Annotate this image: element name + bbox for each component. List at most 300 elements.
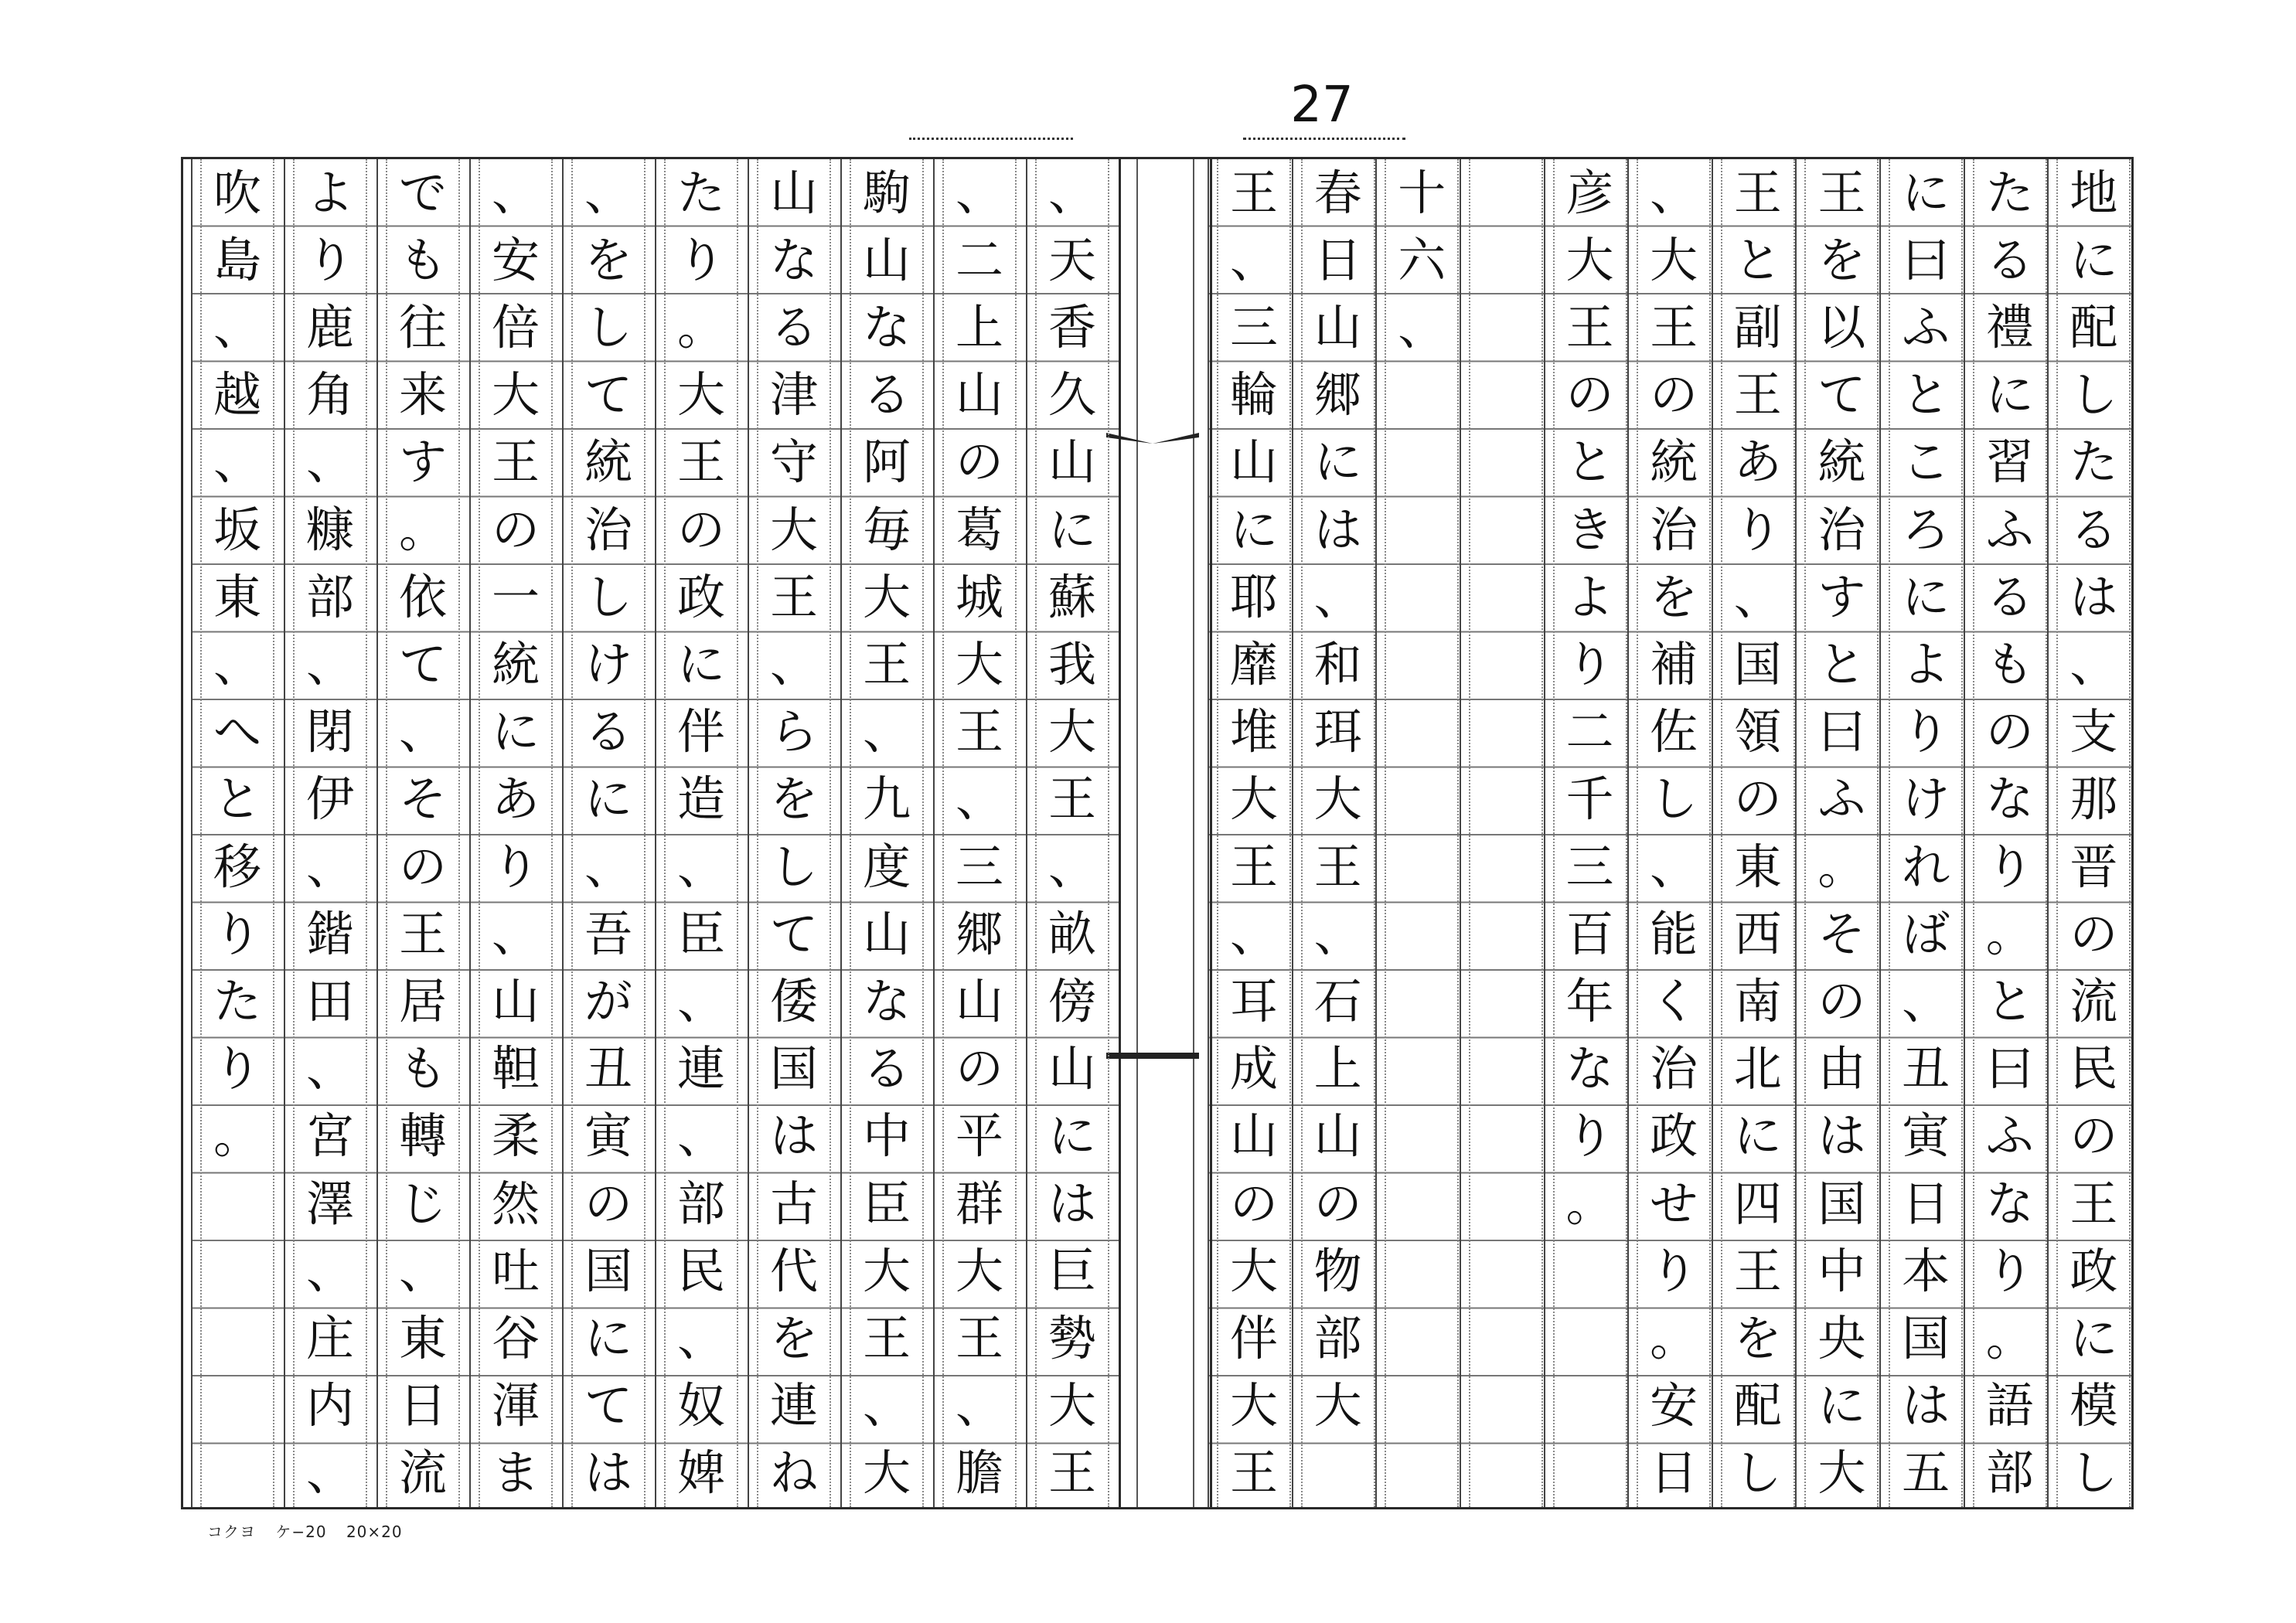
grid-cell: し xyxy=(2069,1444,2118,1502)
grid-cell: 山 xyxy=(1229,434,1278,491)
grid-cell: 山 xyxy=(1048,1040,1096,1097)
grid-cell: に xyxy=(1313,434,1362,491)
grid-cell: 三 xyxy=(1229,299,1278,356)
grid-cell: 安 xyxy=(1650,1377,1698,1434)
grid-cell: 王 xyxy=(1565,299,1614,356)
grid-cell: 山 xyxy=(862,905,911,962)
grid-cell xyxy=(1555,1305,1626,1372)
grid-cell: に xyxy=(1048,501,1096,558)
grid-cell: 六 xyxy=(1398,231,1446,288)
grid-cell: 城 xyxy=(955,568,1003,625)
grid-cell: 王 xyxy=(1313,838,1362,895)
grid-cell xyxy=(1470,294,1541,361)
grid-cell: を xyxy=(1650,568,1698,625)
grid-cell: 伴 xyxy=(676,703,725,760)
grid-cell: じ xyxy=(398,1175,447,1232)
grid-cell xyxy=(1470,1103,1541,1170)
grid-cell: 二 xyxy=(955,231,1003,288)
grid-cell: 巨 xyxy=(1048,1242,1096,1299)
grid-cell: た xyxy=(2069,434,2118,491)
grid-cell: 上 xyxy=(955,299,1003,356)
grid-cell: 副 xyxy=(1733,299,1782,356)
grid-cell: 傍 xyxy=(1048,973,1096,1030)
grid-cell: 、 xyxy=(1313,905,1362,962)
grid-cell: 毎 xyxy=(862,501,911,558)
grid-cell xyxy=(1470,362,1541,429)
grid-cell: 堆 xyxy=(1229,703,1278,760)
grid-cell: 晋 xyxy=(2069,838,2118,895)
grid-cell: 膽 xyxy=(955,1444,1003,1502)
grid-cell: 大 xyxy=(862,1444,911,1502)
grid-cell: り xyxy=(491,838,540,895)
right-column-7 xyxy=(1544,159,1628,1507)
grid-cell: 王 xyxy=(1733,1242,1782,1299)
grid-cell: 、 xyxy=(305,838,354,895)
grid-cell: 山 xyxy=(955,366,1003,424)
header-dotted-line-center xyxy=(1243,138,1405,140)
grid-cell: 王 xyxy=(955,1310,1003,1367)
grid-cell: 靼 xyxy=(491,1040,540,1097)
grid-cell: 倭 xyxy=(769,973,818,1030)
grid-cell: は xyxy=(584,1444,632,1502)
grid-cell: 、 xyxy=(584,164,632,221)
grid-cell: よ xyxy=(1902,636,1950,693)
grid-cell xyxy=(1470,1305,1541,1372)
grid-cell: 山 xyxy=(1048,434,1096,491)
grid-cell: け xyxy=(1902,771,1950,828)
grid-cell: 連 xyxy=(676,1040,725,1097)
grid-cell xyxy=(1386,1170,1457,1237)
grid-cell: せ xyxy=(1650,1175,1698,1232)
grid-cell xyxy=(1555,1237,1626,1305)
grid-cell: と xyxy=(1817,636,1866,693)
grid-cell: 王 xyxy=(862,636,911,693)
grid-cell: 南 xyxy=(1733,973,1782,1030)
grid-cell xyxy=(1386,968,1457,1035)
grid-cell: 一 xyxy=(491,568,540,625)
grid-cell: 東 xyxy=(1733,838,1782,895)
left-column-3 xyxy=(840,159,933,1507)
grid-cell: 王 xyxy=(491,434,540,491)
grid-cell: あ xyxy=(491,771,540,828)
grid-cell: 、 xyxy=(676,1310,725,1367)
left-column-10 xyxy=(191,159,284,1507)
grid-cell xyxy=(1386,1440,1457,1507)
grid-cell: な xyxy=(1565,1040,1614,1097)
grid-cell: 吹 xyxy=(213,164,261,221)
grid-cell: 寅 xyxy=(1902,1108,1950,1165)
grid-cell: 東 xyxy=(398,1310,447,1367)
grid-cell: り xyxy=(1985,838,2034,895)
grid-cell: 連 xyxy=(769,1377,818,1434)
grid-cell: て xyxy=(398,636,447,693)
grid-cell: て xyxy=(584,366,632,424)
grid-cell: 部 xyxy=(1313,1310,1362,1367)
grid-cell: る xyxy=(584,703,632,760)
grid-cell: 中 xyxy=(862,1108,911,1165)
grid-cell xyxy=(1555,1373,1626,1440)
grid-cell: 蘇 xyxy=(1048,568,1096,625)
grid-cell: 国 xyxy=(1817,1175,1866,1232)
grid-cell: 配 xyxy=(2069,299,2118,356)
grid-cell: の xyxy=(955,434,1003,491)
grid-cell: 糠 xyxy=(305,501,354,558)
grid-cell xyxy=(1386,833,1457,900)
grid-cell: も xyxy=(398,1040,447,1097)
grid-cell: 王 xyxy=(769,568,818,625)
grid-cell: 千 xyxy=(1565,771,1614,828)
grid-cell: も xyxy=(398,231,447,288)
grid-cell: り xyxy=(305,231,354,288)
grid-cell: る xyxy=(862,366,911,424)
grid-cell xyxy=(1386,563,1457,631)
grid-cell: 、 xyxy=(491,164,540,221)
grid-cell: な xyxy=(862,299,911,356)
grid-cell: 補 xyxy=(1650,636,1698,693)
grid-cell: 大 xyxy=(862,1242,911,1299)
grid-cell: 渾 xyxy=(491,1377,540,1434)
grid-cell: れ xyxy=(1902,838,1950,895)
grid-cell xyxy=(202,1170,273,1237)
grid-cell xyxy=(1470,226,1541,294)
grid-cell: ろ xyxy=(1902,501,1950,558)
grid-cell: 、 xyxy=(305,1444,354,1502)
grid-cell: 大 xyxy=(1565,231,1614,288)
grid-cell xyxy=(1470,496,1541,563)
grid-cell: の xyxy=(1565,366,1614,424)
grid-cell: 那 xyxy=(2069,771,2118,828)
grid-cell: 山 xyxy=(769,164,818,221)
grid-cell: な xyxy=(1985,771,2034,828)
grid-cell: 大 xyxy=(1229,771,1278,828)
grid-cell xyxy=(1386,1373,1457,1440)
left-column-2 xyxy=(933,159,1026,1507)
grid-cell: 我 xyxy=(1048,636,1096,693)
grid-cell: を xyxy=(1817,231,1866,288)
grid-cell: 、 xyxy=(213,299,261,356)
grid-cell: 以 xyxy=(1817,299,1866,356)
grid-cell: 閉 xyxy=(305,703,354,760)
grid-cell: 造 xyxy=(676,771,725,828)
grid-cell: 中 xyxy=(1817,1242,1866,1299)
grid-cell xyxy=(1470,631,1541,698)
grid-cell: 流 xyxy=(2069,973,2118,1030)
right-column-4 xyxy=(1795,159,1879,1507)
grid-cell: 葛 xyxy=(955,501,1003,558)
grid-cell: 、 xyxy=(955,1377,1003,1434)
grid-cell: 統 xyxy=(584,434,632,491)
grid-cell xyxy=(1470,766,1541,833)
grid-cell: 山 xyxy=(1229,1108,1278,1165)
grid-cell: 国 xyxy=(769,1040,818,1097)
grid-cell: し xyxy=(1733,1444,1782,1502)
grid-cell: の xyxy=(676,501,725,558)
grid-cell: に xyxy=(1902,568,1950,625)
grid-cell: 、 xyxy=(2069,636,2118,693)
grid-cell: な xyxy=(862,973,911,1030)
grid-cell: は xyxy=(1817,1108,1866,1165)
grid-cell: 国 xyxy=(1902,1310,1950,1367)
grid-cell: 、 xyxy=(676,1108,725,1165)
grid-cell: へ xyxy=(213,703,261,760)
grid-cell: 内 xyxy=(305,1377,354,1434)
grid-cell: を xyxy=(769,1310,818,1367)
right-column-9 xyxy=(1375,159,1460,1507)
grid-cell: 、 xyxy=(955,771,1003,828)
grid-cell: 。 xyxy=(1817,838,1866,895)
grid-cell: 、 xyxy=(305,434,354,491)
grid-cell: は xyxy=(1902,1377,1950,1434)
grid-cell: 大 xyxy=(955,636,1003,693)
grid-cell: 臣 xyxy=(862,1175,911,1232)
grid-cell xyxy=(202,1237,273,1305)
grid-cell xyxy=(1386,1036,1457,1103)
page-number: 27 xyxy=(1290,77,1354,134)
grid-cell: 王 xyxy=(398,905,447,962)
grid-cell: 轉 xyxy=(398,1108,447,1165)
grid-cell: 民 xyxy=(2069,1040,2118,1097)
grid-cell: 越 xyxy=(213,366,261,424)
grid-cell: 坂 xyxy=(213,501,261,558)
grid-cell: に xyxy=(1817,1377,1866,1434)
grid-cell: の xyxy=(1313,1175,1362,1232)
grid-cell: り xyxy=(1733,501,1782,558)
grid-cell xyxy=(1470,1237,1541,1305)
grid-cell: と xyxy=(1902,366,1950,424)
grid-cell: 配 xyxy=(1733,1377,1782,1434)
grid-cell: 王 xyxy=(1733,164,1782,221)
grid-cell: 平 xyxy=(955,1108,1003,1165)
grid-cell: り xyxy=(676,231,725,288)
grid-cell: ふ xyxy=(1985,501,2034,558)
grid-cell xyxy=(1470,159,1541,226)
grid-cell: 禮 xyxy=(1985,299,2034,356)
grid-cell: 臣 xyxy=(676,905,725,962)
right-column-1 xyxy=(2047,159,2131,1507)
grid-cell: よ xyxy=(305,164,354,221)
grid-cell: は xyxy=(1313,501,1362,558)
grid-cell: 政 xyxy=(2069,1242,2118,1299)
grid-cell xyxy=(1470,699,1541,766)
manuscript-sheet xyxy=(181,157,2134,1509)
grid-cell: ね xyxy=(769,1444,818,1502)
grid-cell: 大 xyxy=(1313,1377,1362,1434)
grid-cell: 政 xyxy=(1650,1108,1698,1165)
grid-cell xyxy=(1386,1103,1457,1170)
grid-cell: ら xyxy=(769,703,818,760)
grid-cell: 倍 xyxy=(491,299,540,356)
grid-cell: を xyxy=(584,231,632,288)
grid-cell: り xyxy=(1985,1242,2034,1299)
grid-cell: き xyxy=(1565,501,1614,558)
grid-cell: 王 xyxy=(1817,164,1866,221)
grid-cell: 治 xyxy=(1650,1040,1698,1097)
grid-cell xyxy=(1470,563,1541,631)
grid-cell: 郷 xyxy=(1313,366,1362,424)
grid-cell: る xyxy=(1985,231,2034,288)
grid-cell: 大 xyxy=(676,366,725,424)
grid-cell: 山 xyxy=(862,231,911,288)
right-column-3 xyxy=(1879,159,1964,1507)
grid-cell: く xyxy=(1650,973,1698,1030)
grid-cell: 、 xyxy=(398,703,447,760)
grid-cell: 、 xyxy=(1048,838,1096,895)
grid-cell: る xyxy=(862,1040,911,1097)
grid-cell: こ xyxy=(1902,434,1950,491)
grid-cell: し xyxy=(584,568,632,625)
grid-cell: 上 xyxy=(1313,1040,1362,1097)
grid-cell: 阿 xyxy=(862,434,911,491)
grid-cell: 大 xyxy=(1650,231,1698,288)
grid-cell: 大 xyxy=(955,1242,1003,1299)
grid-cell: る xyxy=(1985,568,2034,625)
grid-cell: 、 xyxy=(1733,568,1782,625)
grid-cell: 十 xyxy=(1398,164,1446,221)
grid-cell: 、 xyxy=(1229,231,1278,288)
grid-cell: 、 xyxy=(676,973,725,1030)
grid-cell xyxy=(1386,1237,1457,1305)
grid-cell: 丑 xyxy=(584,1040,632,1097)
grid-cell: よ xyxy=(1565,568,1614,625)
grid-cell: 日 xyxy=(398,1377,447,1434)
grid-cell xyxy=(1470,1440,1541,1507)
grid-cell: て xyxy=(1817,366,1866,424)
grid-cell: り xyxy=(1565,636,1614,693)
right-column-5 xyxy=(1712,159,1796,1507)
grid-cell: 九 xyxy=(862,771,911,828)
grid-cell: と xyxy=(213,771,261,828)
grid-cell: 物 xyxy=(1313,1242,1362,1299)
grid-cell: 、 xyxy=(584,838,632,895)
grid-cell: 部 xyxy=(1985,1444,2034,1502)
grid-cell xyxy=(1470,900,1541,968)
grid-cell: 治 xyxy=(1817,501,1866,558)
grid-cell: 王 xyxy=(2069,1175,2118,1232)
grid-cell: 島 xyxy=(213,231,261,288)
grid-cell: 曰 xyxy=(1902,231,1950,288)
grid-cell: 勢 xyxy=(1048,1310,1096,1367)
grid-cell: 澤 xyxy=(305,1175,354,1232)
grid-cell: 百 xyxy=(1565,905,1614,962)
grid-cell: 民 xyxy=(676,1242,725,1299)
grid-cell: 北 xyxy=(1733,1040,1782,1097)
grid-cell: に xyxy=(2069,231,2118,288)
grid-cell: 、 xyxy=(676,838,725,895)
grid-cell: の xyxy=(1817,973,1866,1030)
grid-cell: 婢 xyxy=(676,1444,725,1502)
grid-cell: 、 xyxy=(1398,299,1446,356)
grid-cell: し xyxy=(1650,771,1698,828)
grid-cell: 往 xyxy=(398,299,447,356)
grid-cell: 移 xyxy=(213,838,261,895)
grid-cell xyxy=(202,1373,273,1440)
grid-cell: 安 xyxy=(491,231,540,288)
grid-cell: 三 xyxy=(955,838,1003,895)
grid-cell: 国 xyxy=(1733,636,1782,693)
center-gutter xyxy=(1119,159,1212,1507)
left-column-9 xyxy=(284,159,376,1507)
grid-cell: 統 xyxy=(1650,434,1698,491)
grid-cell: 二 xyxy=(1565,703,1614,760)
grid-cell xyxy=(1470,1170,1541,1237)
grid-cell: 群 xyxy=(955,1175,1003,1232)
grid-cell: 大 xyxy=(1048,1377,1096,1434)
grid-cell: 、 xyxy=(1650,164,1698,221)
left-column-5 xyxy=(655,159,748,1507)
grid-cell: で xyxy=(398,164,447,221)
grid-cell: 春 xyxy=(1313,164,1362,221)
grid-cell: あ xyxy=(1733,434,1782,491)
grid-cell: 香 xyxy=(1048,299,1096,356)
grid-cell: も xyxy=(1985,636,2034,693)
grid-cell xyxy=(202,1305,273,1372)
grid-cell: 王 xyxy=(1048,771,1096,828)
grid-cell: る xyxy=(2069,501,2118,558)
grid-cell xyxy=(1470,1036,1541,1103)
grid-cell: て xyxy=(769,905,818,962)
grid-cell: 、 xyxy=(398,1242,447,1299)
grid-cell: は xyxy=(1048,1175,1096,1232)
grid-cell: る xyxy=(769,299,818,356)
grid-cell: 山 xyxy=(1313,1108,1362,1165)
grid-cell xyxy=(1386,429,1457,496)
right-column-6 xyxy=(1627,159,1712,1507)
grid-cell: に xyxy=(1985,366,2034,424)
grid-cell: 王 xyxy=(1229,838,1278,895)
grid-cell: 、 xyxy=(305,1242,354,1299)
grid-cell: と xyxy=(1565,434,1614,491)
grid-cell: の xyxy=(1229,1175,1278,1232)
left-column-6 xyxy=(562,159,655,1507)
paper-footer xyxy=(207,1519,417,1542)
grid-cell: 地 xyxy=(2069,164,2118,221)
grid-cell: 来 xyxy=(398,366,447,424)
grid-cell: 部 xyxy=(676,1175,725,1232)
grid-cell: 鍇 xyxy=(305,905,354,962)
grid-cell: 久 xyxy=(1048,366,1096,424)
grid-cell: 耶 xyxy=(1229,568,1278,625)
grid-cell: の xyxy=(398,838,447,895)
grid-cell: 奴 xyxy=(676,1377,725,1434)
grid-cell: の xyxy=(1985,703,2034,760)
grid-cell: 谷 xyxy=(491,1310,540,1367)
grid-cell xyxy=(1470,833,1541,900)
right-column-10 xyxy=(1292,159,1376,1507)
grid-cell: の xyxy=(2069,905,2118,962)
grid-cell: と xyxy=(1733,231,1782,288)
grid-cell: 王 xyxy=(1048,1444,1096,1502)
grid-cell: 王 xyxy=(1650,299,1698,356)
grid-cell: は xyxy=(769,1108,818,1165)
grid-cell xyxy=(1386,900,1457,968)
grid-cell: 、 xyxy=(491,905,540,962)
grid-cell: 守 xyxy=(769,434,818,491)
grid-cell: 三 xyxy=(1565,838,1614,895)
left-page-panel xyxy=(183,159,1119,1507)
grid-cell: 領 xyxy=(1733,703,1782,760)
right-column-2 xyxy=(1964,159,2048,1507)
grid-cell: 、 xyxy=(862,703,911,760)
fishtail-mark-top xyxy=(1106,433,1199,444)
right-column-8 xyxy=(1460,159,1544,1507)
grid-cell: 。 xyxy=(676,299,725,356)
grid-cell: の xyxy=(584,1175,632,1232)
grid-cell: す xyxy=(1817,568,1866,625)
grid-cell: 大 xyxy=(491,366,540,424)
grid-cell: り xyxy=(213,905,261,962)
grid-cell: 、 xyxy=(1048,164,1096,221)
grid-cell: 寅 xyxy=(584,1108,632,1165)
